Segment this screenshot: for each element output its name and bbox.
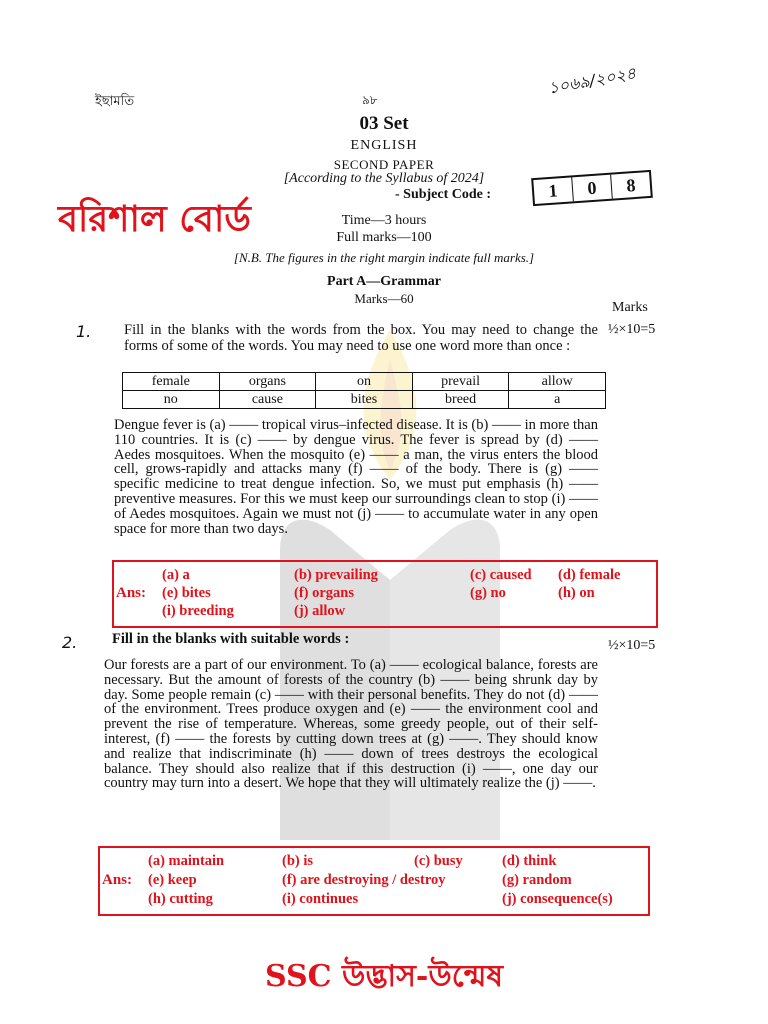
question-1-answer-box — [112, 560, 658, 628]
answer-label: Ans: — [116, 585, 147, 601]
question-2-passage: Our forests are a part of our environment. To (a) —— ecological balance, forests are necessary. But the amount of forests of the country (b) —— being shrunk day by day. Some people remain (c) —— with their personal benefits. They do not (d) —— of the environment. Trees produce oxygen and (e) —— the environment cool and prevent the rise of temperature. Whereas, some greedy people, out of their self-interest, (f) —— the forests by cutting down trees at (g) ——. They should know and realize that indiscriminate (h) —— down of trees destroys the ecological balance. They should also realize that if this destruction (i) ——, one day our country may turn into a desert. We hope that they will ultimately realize the (j) ——. — [104, 657, 598, 792]
part-title: Part A—Grammar — [327, 274, 441, 289]
paper-syllabus: [According to the Syllabus of 2024] — [283, 171, 485, 186]
answer-item: (e) bites — [162, 585, 211, 601]
page-number: ৯৮ — [362, 93, 378, 107]
marks-note: [N.B. The figures in the right margin indicate full marks.] — [233, 250, 535, 265]
question-2-number: 2. — [62, 633, 78, 652]
word-box-cell: prevail — [412, 373, 509, 391]
subject-code-digit: 0 — [572, 175, 613, 202]
word-box-cell: bites — [316, 391, 413, 409]
word-box-cell: female — [123, 373, 220, 391]
answer-item: (i) continues — [282, 891, 359, 907]
answer-item: (h) cutting — [148, 891, 213, 907]
word-box-cell: allow — [509, 373, 606, 391]
paper-set: 03 Set — [359, 113, 409, 134]
paper-name: SECOND PAPER — [333, 157, 435, 172]
word-box-row — [123, 391, 606, 409]
answer-item: (i) breeding — [162, 603, 234, 619]
word-box-cell: organs — [219, 373, 316, 391]
answer-item: (b) prevailing — [294, 567, 378, 583]
board-name: বরিশাল বোর্ড — [58, 199, 251, 240]
full-marks: Full marks—100 — [336, 230, 432, 245]
answer-item: (b) is — [282, 853, 314, 869]
exam-time: Time—3 hours — [341, 213, 427, 228]
marks-column-header: Marks — [612, 300, 648, 315]
answer-item: (a) a — [162, 567, 190, 583]
answer-item: (d) think — [502, 853, 557, 869]
answer-item: (a) maintain — [148, 853, 225, 869]
answer-item: (j) allow — [294, 603, 346, 619]
question-1-number: 1. — [76, 322, 92, 341]
answer-item: (h) on — [558, 585, 595, 601]
question-1-instruction: Fill in the blanks with the words from the box. You may need to change the forms of some of the words. You may need to use one word more than once : — [124, 322, 598, 354]
answer-item: (c) caused — [470, 567, 532, 583]
header-left-text: ইছামতি — [95, 94, 135, 109]
word-box-row — [123, 373, 606, 391]
word-box-cell: on — [316, 373, 413, 391]
answer-item: (e) keep — [148, 872, 197, 888]
answer-item: (c) busy — [414, 853, 463, 869]
answer-label: Ans: — [102, 872, 133, 888]
answer-item: (g) random — [502, 872, 572, 888]
word-box — [122, 372, 606, 409]
question-1-marks: ½×10=5 — [608, 322, 656, 337]
word-box-cell: a — [509, 391, 606, 409]
word-box-cell: breed — [412, 391, 509, 409]
handwritten-number: ১০৬৯/২০২৪ — [546, 63, 638, 98]
subject-code-digit: 1 — [533, 177, 574, 204]
subject-code-digit: 8 — [625, 174, 637, 196]
word-box-cell: no — [123, 391, 220, 409]
answer-item: (d) female — [558, 567, 621, 583]
subject-code-label: - Subject Code : — [395, 187, 492, 202]
answer-item: (j) consequence(s) — [502, 891, 613, 907]
answer-item: (f) organs — [294, 585, 355, 601]
footer-brand: SSC উদ্ভাস-উন্মেষ — [264, 959, 504, 994]
paper-subject: ENGLISH — [350, 138, 418, 153]
word-box-cell: cause — [219, 391, 316, 409]
answer-item: (g) no — [470, 585, 506, 601]
part-marks: Marks—60 — [354, 291, 414, 306]
question-2-answer-box — [98, 846, 650, 916]
question-1-passage: Dengue fever is (a) —— tropical virus–infected disease. It is (b) —— in more than 110 countries. It is (c) —— by dengue virus. The fever is spread by (d) —— Aedes mosquitoes. When the mosquito (e) —— a man, the virus enters the blood cell, grows-rapidly and attacks many (f) —— of the body. There is (g) —— specific medicine to treat dengue infection. So, we must put emphasis (h) —— preventive measures. For this we must keep our surroundings clean to stop (i) —— of Aedes mosquitoes. Again we must not (j) —— to accumulate water in any open space for more than two days. — [114, 417, 598, 537]
answer-item: (f) are destroying / destroy — [282, 872, 446, 888]
question-2-instruction: Fill in the blanks with suitable words : — [112, 631, 350, 647]
question-2-marks: ½×10=5 — [608, 638, 656, 653]
